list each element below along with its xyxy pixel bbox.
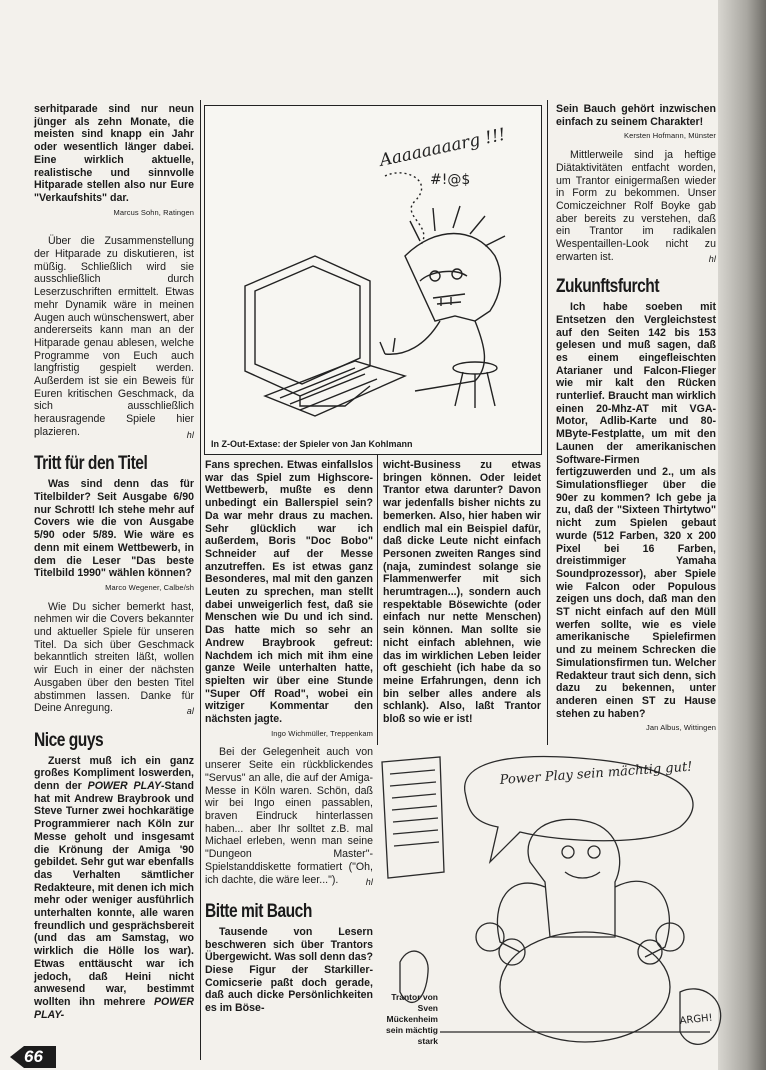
argh-sign-text: ARGH! xyxy=(679,1012,714,1027)
editor-initials: hl xyxy=(365,877,373,888)
cartoon-symbols-text: #!@$ xyxy=(430,172,471,188)
letter-signature: Ingo Wichmüller, Treppenkam xyxy=(271,728,373,738)
column-2 xyxy=(205,459,373,1017)
column-3 xyxy=(383,459,541,728)
magazine-name: POWER PLAY xyxy=(87,780,162,793)
letter-text: Sein Bauch gehört inzwischen einfach zu seinem Charakter! xyxy=(556,103,716,128)
cartoon-gamer-illustration xyxy=(205,106,541,426)
letter-text: serhitparade sind nur neun jünger als zehn Monate, die meisten sind knapp ein Jahr oder wesentlich länger dabei. Eine wirklich aktuelle, realistische und sinnvolle Hitparade stellen also nur Eure "Verkaufshits" dar. xyxy=(34,103,194,204)
letter-signature: Marco Wegener, Calbe/sh xyxy=(105,582,194,592)
heading-zukunftsfurcht: Zukunftsfurcht xyxy=(556,276,660,298)
column-1 xyxy=(34,103,194,1023)
editor-reply: Mittlerweile sind ja heftige Diätaktivitäten entfacht worden, um Trantor einigermaßen wieder in Form zu bekommen. Unser Comiczeichner Rolf Boyke gab aber bereits zu verstehen, daß ein Trantor im radikalen Wespentaillen-Look nicht zu erwarten ist. xyxy=(556,149,716,263)
cartoon-caption: In Z-Out-Extase: der Spieler von Jan Kohlmann xyxy=(211,439,413,449)
letter-text-part: -Stand hat mit Andrew Braybrook und Steve Turner zwei hochkarätige Programmierer nach Köln zur Messe geholt und insgesamt die Krönung der Amiga '90 gebildet. Sehr gut war ebenfalls das Verhalten sämtlicher Redakteure, mit denen ich mich mehr oder weniger ausführlich unterhalten konnte, alle waren freundlich und gesprächsbereit (und das am Samstag, wo wirklich die Hölle los war). Etwas enttäuscht war ich jedoch, daß Heini nicht anwesend war, bestimmt wollten ihn mehrere xyxy=(34,780,194,1008)
editor-initials: hl xyxy=(186,429,194,440)
page-number: 66 xyxy=(24,1047,43,1066)
cartoon-caption: Trantor von Sven Mückenheim sein mächtig stark xyxy=(386,992,438,1046)
editor-reply: Bei der Gelegenheit auch von unserer Seite ein rückblickendes "Servus" an alle, die auf der Amiga-Messe in Köln waren. Schön, daß wir bei Ingo einen passablen, braven Eindruck hinterlassen haben... aber Ihr solltet z.B. mal Michael erleben, wenn man seine "Dungeon Master"-Spielstanddiskette formatiert ("Oh, ich dachte, die wäre leer..."). xyxy=(205,746,373,886)
editor-initials: hl xyxy=(708,254,716,265)
editor-reply: Wie Du sicher bemerkt hast, nehmen wir die Covers bekannter und aktueller Spiele für unseren Titel. Da sich über Geschmack bekanntlich streiten läßt, wollen wir Euch in einer der nächsten Ausgaben über den besten Titel abstimmen lassen. Danke für Deine Anregung. xyxy=(34,600,194,715)
editor-reply: Über die Zusammenstellung der Hitparade zu diskutieren, ist müßig. Schließlich wird sie ausschließlich durch Leserzuschriften ermittelt. Etwas mehr Dynamik wäre in meinen Augen auch wünschenswert, aber andererseits kann man an der Hitparade genau ablesen, welche Programme von Euch auch langfristig gespielt werden. Außerdem ist sie ein Beweis für Euren kritischen Geschmack, da sich ausschließlich herausragende Spiele hier plazieren. xyxy=(34,235,194,438)
heading-bitte-mit-bauch: Bitte mit Bauch xyxy=(205,900,312,922)
speech-bubble-text: Power Play sein mächtig gut! xyxy=(499,759,693,788)
cartoon-box-1 xyxy=(204,105,542,455)
cartoon-shout-text: Aaaaaaaarg !!! xyxy=(377,124,508,171)
letter-text: Fans sprechen. Etwas einfallslos war das Spiel zum Highscore-Wettbewerb, mußte es denn unbedingt ein Ballerspiel sein? Da war mehr draus zu machen. Sehr glücklich war ich außerdem, Boris "Doc Bobo" Schneider auf der Messe anzutreffen. Es ist etwas ganz Besonderes, mal mit den ganzen Leuten zu sprechen, man stellt dabei unweigerlich fest, daß sie Menschen wie Du und ich sind. Das hatte mich so sehr an Andrew Braybrook gefreut: Nachdem ich mich mit ihm eine ganze Weile unterhalten hatte, spielten wir über eine Stunde "Super Off Road", wobei ein witziger Kommentar den nächsten jagte. xyxy=(205,459,373,726)
letter-text xyxy=(34,755,194,1022)
magazine-name: POWER PLAY- xyxy=(34,996,194,1021)
column-4 xyxy=(556,103,716,741)
letter-text: wicht-Business zu etwas bringen können. Oder leidet Trantor etwa darunter? Davon war jedenfalls bisher nichts zu bemerken. Also, hier haben wir endlich mal ein Beispiel dafür, daß dicke Leute nicht einfach Personen zweiten Ranges sind (naja, zumindest solange sie Flammenwerfer mit sich herumtragen...), sondern auch respektable Bösewichte (oder einfach nur nette Menschen) sein können. Man sollte sie nicht einfach ablehnen, wie das im wirklichen Leben leider oft geschieht (ich habe da so meine Erfahrungen, denn ich bin selber alles andere als schlank). Also, laßt Trantor bloß so wie er ist! xyxy=(383,459,541,726)
editor-initials: al xyxy=(186,705,194,716)
letter-signature: Jan Albus, Wittingen xyxy=(646,723,716,733)
heading-tritt: Tritt für den Titel xyxy=(34,453,148,475)
letter-text-part: Zuerst muß ich ein ganz großes Kompliment loswerden, denn der xyxy=(34,754,194,793)
cartoon-box-2 xyxy=(380,752,742,1062)
letter-text: Tausende von Lesern beschweren sich über Trantors Übergewicht. Was soll denn das? Diese Figur der Starkiller-Comicserie paßt doch gerade, daß auch dicke Persönlichkeiten es im Böse- xyxy=(205,925,373,1015)
page-number-tab xyxy=(10,1046,56,1068)
heading-nice-guys: Nice guys xyxy=(34,729,104,751)
column-rule xyxy=(547,100,548,745)
column-rule xyxy=(200,100,201,1060)
column-rule xyxy=(377,455,378,745)
letter-text: Ich habe soeben mit Entsetzen den Vergleichstest auf den Seiten 142 bis 153 gelesen und muß sagen, daß es einem eingefleischten Atarianer und Falcon-Flieger wie mir kalt den Rücken runterlief. Braucht man wirklich einen 20-Mhz-AT mit VGA-Motor, Adlib-Karte und 80-MByte-Festplatte, um mit den Launen der amerikanischen Software-Firmen fertigzuwerden und 2., um als Simulationsflieger über die 90er zu kommen? Ich gebe ja zu, daß der "Sixteen Thirtytwo" nicht zum Spielen gebaut wurde (512 Farben, 320 x 200 Pixel bei 16 Farben, dreistimmiger Yamaha Soundprozessor), aber Spiele wie Falcon oder Populous zeigen uns doch, daß man den ST nicht einfach auf den Müll werfen sollte, wie es viele amerikanische Spielefirmen und zu meinem Schrecken die Simulationsfirmen tun. Welcher Redakteur traut sich denn, sich dazu zu bekennen, unter anderen einen ST zu Hause stehen zu haben? xyxy=(556,301,716,720)
letter-text: Was sind denn das für Titelbilder? Seit Ausgabe 6/90 nur Schrott! Ich stehe mehr auf Covers wie die von Ausgabe 5/90 oder 5/89. Wie wäre es denn mit einem Wettbewerb, in dem die Leser "Das beste Titelbild 1990" wählen können? xyxy=(34,478,194,580)
letter-signature: Kersten Hofmann, Münster xyxy=(623,131,716,141)
letter-signature: Marcus Sohn, Ratingen xyxy=(113,207,194,217)
